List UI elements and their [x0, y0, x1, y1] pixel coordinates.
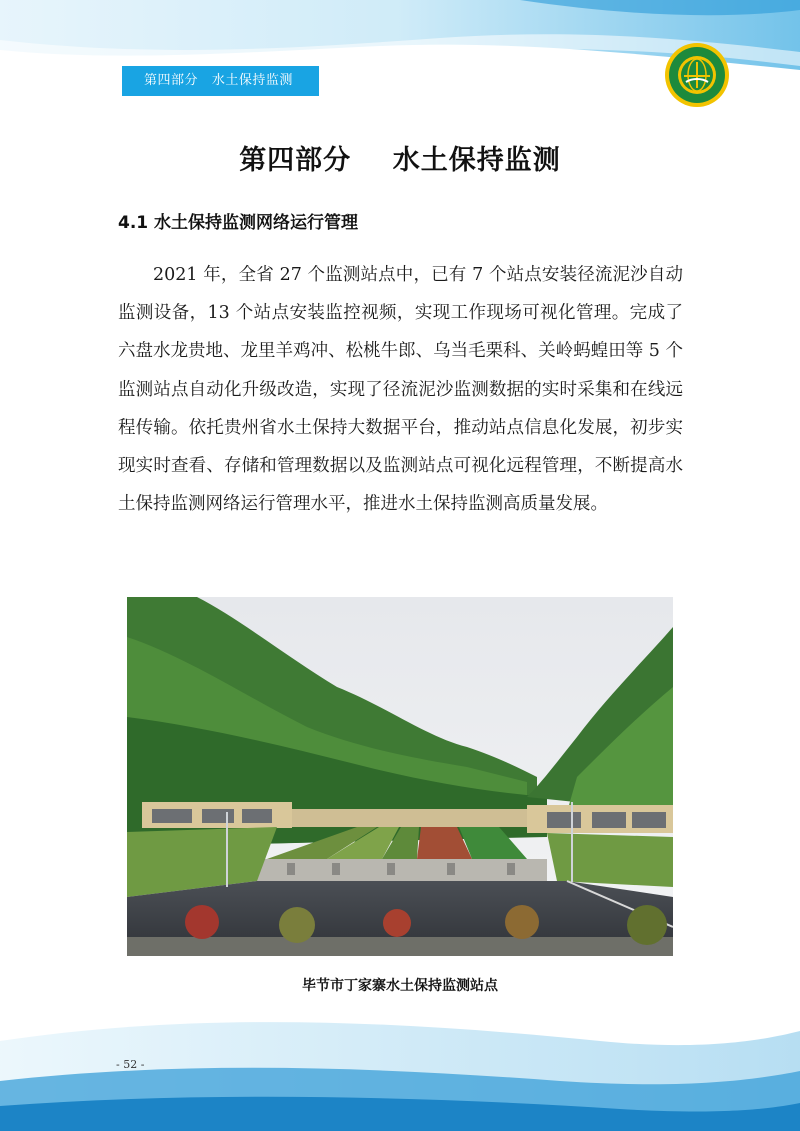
page-title: 第四部分 水土保持监测: [239, 145, 561, 176]
body-paragraph: 2021 年，全省 27 个监测站点中，已有 7 个站点安装径流泥沙自动监测设备，13 个站点安装监控视频，实现工作现场可视化管理。完成了六盘水龙贵地、龙里羊鸡冲、松桃牛郎、乌当毛栗科、关岭蚂蝗田等 5 个监测站点自动化升级改造，实现了径流泥沙监测数据的实时采集和在线远程传输。依托贵州省水土保持大数据平台，推动站点信息化发展，初步实现实时查看、存储和管理数据以及监测站点可视化远程管理，不断提高水土保持监测网络运行管理水平，推进水土保持监测高质量发展。: [118, 265, 683, 515]
section-heading: 4.1 水土保持监测网络运行管理: [118, 213, 359, 233]
figure-caption: 毕节市丁家寨水土保持监测站点: [302, 978, 498, 994]
page-number: - 52 -: [116, 1058, 145, 1071]
section-tab: 第四部分 水土保持监测: [122, 66, 319, 96]
monitoring-station-photo: [127, 597, 673, 956]
soil-water-conservation-logo-icon: [664, 42, 730, 108]
footer-wave-decoration: [0, 981, 800, 1131]
